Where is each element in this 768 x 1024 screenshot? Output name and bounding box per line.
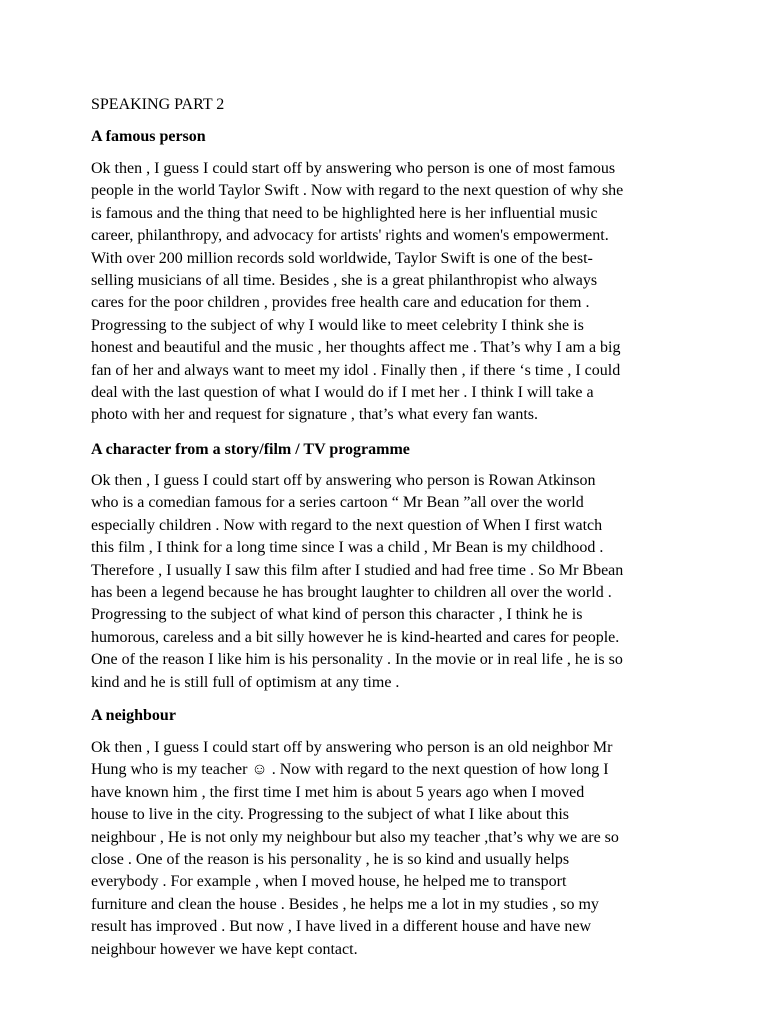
paragraph-line: With over 200 million records sold worldwide, Taylor Swift is one of the best- bbox=[91, 249, 593, 267]
paragraph-line: house to live in the city. Progressing to the subject of what I like about this bbox=[91, 806, 569, 824]
paragraph-line: has been a legend because he has brought laughter to children all over the world . bbox=[91, 583, 612, 601]
paragraph-line: Ok then , I guess I could start off by answering who person is one of most famous bbox=[91, 160, 616, 177]
paragraph-line: people in the world Taylor Swift . Now with regard to the next question of why she bbox=[91, 182, 624, 200]
paragraph-line: fan of her and always want to meet my idol . Finally then , if there ‘s time , I could bbox=[91, 361, 621, 379]
paragraph-line: deal with the last question of what I would do if I met her . I think I will take a bbox=[91, 383, 594, 401]
paragraph-line: Progressing to the subject of what kind of person this character , I think he is bbox=[91, 606, 583, 624]
section-paragraph-character bbox=[91, 470, 691, 694]
section-paragraph-neighbour bbox=[91, 737, 691, 961]
paragraph-line: selling musicians of all time. Besides , she is a great philanthropist who always bbox=[91, 271, 598, 289]
paragraph-line: cares for the poor children , provides free health care and education for them . bbox=[91, 294, 590, 312]
paragraph-line: Ok then , I guess I could start off by answering who person is an old neighbor Mr bbox=[91, 739, 613, 756]
paragraph-line: furniture and clean the house . Besides , he helps me a lot in my studies , so my bbox=[91, 895, 599, 913]
paragraph-line: result has improved . But now , I have lived in a different house and have new bbox=[91, 918, 592, 936]
section-heading-character: A character from a story/film / TV programme bbox=[91, 441, 410, 458]
paragraph-line: everybody . For example , when I moved house, he helped me to transport bbox=[91, 873, 567, 891]
paragraph-line: One of the reason I like him is his personality . In the movie or in real life , he is so bbox=[91, 651, 623, 669]
document-title: SPEAKING PART 2 bbox=[91, 96, 225, 113]
paragraph-line: this film , I think for a long time since I was a child , Mr Bean is my childhood . bbox=[91, 539, 604, 557]
paragraph-line: photo with her and request for signature , that’s what every fan wants. bbox=[91, 406, 538, 424]
paragraph-line: who is a comedian famous for a series cartoon “ Mr Bean ”all over the world bbox=[91, 494, 584, 512]
paragraph-line: close . One of the reason is his personality , he is so kind and usually helps bbox=[91, 850, 570, 868]
paragraph-line: honest and beautiful and the music , her thoughts affect me . That’s why I am a big bbox=[91, 339, 621, 357]
section-heading-famous-person: A famous person bbox=[91, 128, 206, 145]
paragraph-line: Therefore , I usually I saw this film after I studied and had free time . So Mr Bbean bbox=[91, 561, 624, 579]
paragraph-line: have known him , the first time I met him is about 5 years ago when I moved bbox=[91, 783, 585, 801]
paragraph-line: especially children . Now with regard to the next question of When I first watch bbox=[91, 516, 603, 534]
paragraph-line: humorous, careless and a bit silly however he is kind-hearted and cares for people. bbox=[91, 628, 620, 646]
paragraph-line: Hung who is my teacher ☺ . Now with regard to the next question of how long I bbox=[91, 761, 609, 779]
paragraph-line: career, philanthropy, and advocacy for artists' rights and women's empowerment. bbox=[91, 227, 609, 245]
paragraph-line: neighbour , He is not only my neighbour but also my teacher ,that’s why we are so bbox=[91, 828, 619, 846]
paragraph-line: is famous and the thing that need to be highlighted here is her influential music bbox=[91, 204, 598, 222]
paragraph-line: neighbour however we have kept contact. bbox=[91, 940, 358, 958]
paragraph-line: Progressing to the subject of why I would like to meet celebrity I think she is bbox=[91, 316, 584, 334]
paragraph-line: kind and he is still full of optimism at any time . bbox=[91, 673, 400, 691]
paragraph-line: Ok then , I guess I could start off by answering who person is Rowan Atkinson bbox=[91, 472, 596, 489]
section-heading-neighbour: A neighbour bbox=[91, 707, 176, 724]
section-paragraph-famous-person bbox=[91, 158, 691, 427]
